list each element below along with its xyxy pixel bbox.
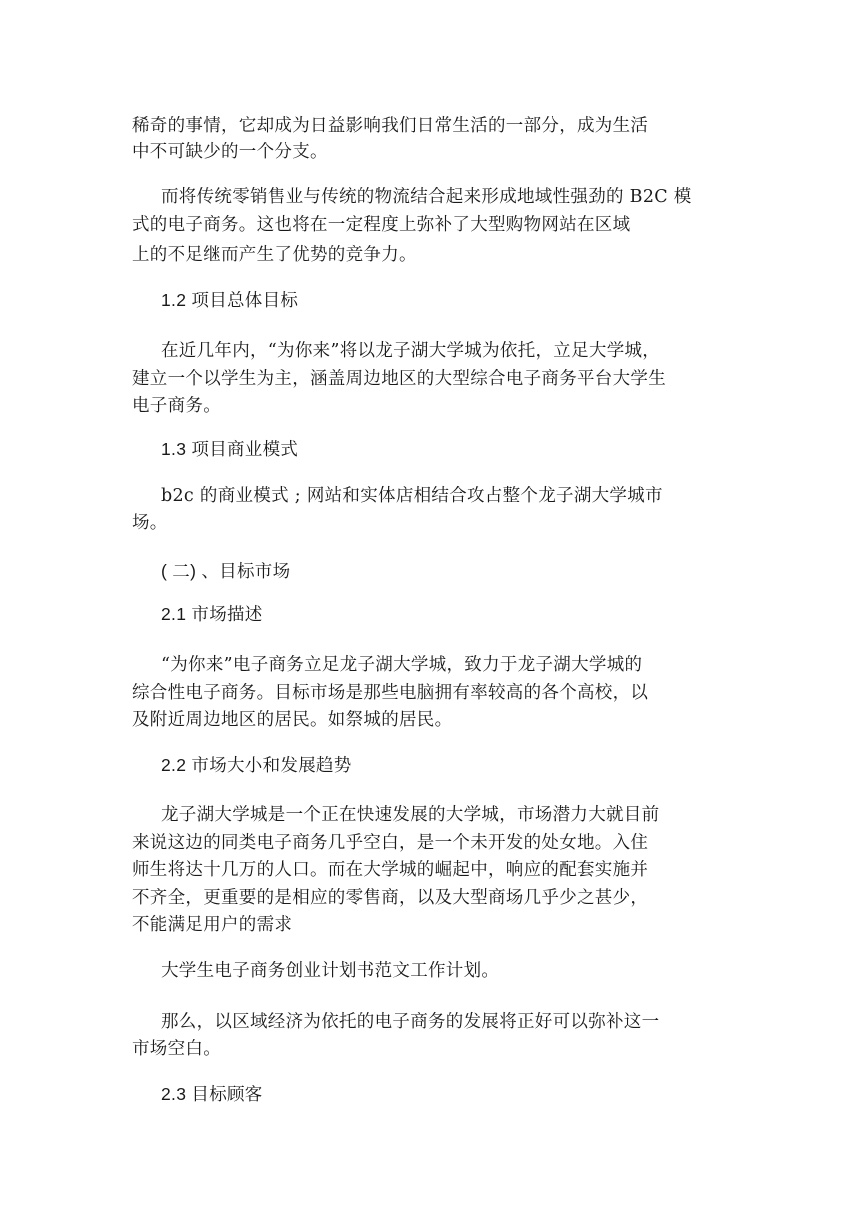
paragraph-line: 不齐全，更重要的是相应的零售商，以及大型商场几乎少之甚少， bbox=[132, 888, 649, 908]
paragraph-line: 不能满足用户的需求 bbox=[132, 915, 293, 935]
paragraph-line: 而将传统零销售业与传统的物流结合起来形成地域性强劲的 B2C 模 bbox=[161, 187, 692, 207]
section-heading-1-3: 1.3 项目商业模式 bbox=[161, 439, 299, 459]
paragraph-line: 龙子湖大学城是一个正在快速发展的大学城，市场潜力大就目前 bbox=[161, 805, 660, 825]
paragraph-line: 稀奇的事情，它却成为日益影响我们日常生活的一部分，成为生活 bbox=[132, 116, 649, 136]
paragraph-line: 来说这边的同类电子商务几乎空白，是一个未开发的处女地。入住 bbox=[132, 833, 649, 853]
section-heading-2-3: 2.3 目标顾客 bbox=[161, 1084, 263, 1104]
paragraph-line: 建立一个以学生为主，涵盖周边地区的大型综合电子商务平台大学生 bbox=[132, 369, 666, 389]
paragraph-line: 综合性电子商务。目标市场是那些电脑拥有率较高的各个高校，以 bbox=[132, 683, 649, 703]
paragraph-line: 式的电子商务。这也将在一定程度上弥补了大型购物网站在区域 bbox=[132, 215, 631, 235]
paragraph-line: 在近几年内，“为你来”将以龙子湖大学城为依托，立足大学城， bbox=[161, 341, 661, 361]
paragraph-line: 电子商务。 bbox=[132, 396, 221, 416]
paragraph-line: “为你来”电子商务立足龙子湖大学城，致力于龙子湖大学城的 bbox=[161, 655, 643, 675]
paragraph-line: 上的不足继而产生了优势的竞争力。 bbox=[132, 245, 417, 265]
paragraph-line: b2c 的商业模式 ; 网站和实体店相结合攻占整个龙子湖大学城市 bbox=[161, 486, 663, 506]
section-heading-2: ( 二) 、目标市场 bbox=[161, 561, 291, 581]
paragraph-line: 那么，以区域经济为依托的电子商务的发展将正好可以弥补这一 bbox=[161, 1012, 660, 1032]
section-heading-2-1: 2.1 市场描述 bbox=[161, 604, 263, 624]
paragraph-line: 市场空白。 bbox=[132, 1039, 221, 1059]
paragraph-line: 大学生电子商务创业计划书范文工作计划。 bbox=[161, 961, 500, 981]
paragraph-line: 及附近周边地区的居民。如祭城的居民。 bbox=[132, 710, 453, 730]
paragraph-line: 中不可缺少的一个分支。 bbox=[132, 142, 328, 162]
paragraph-line: 师生将达十几万的人口。而在大学城的崛起中，响应的配套实施并 bbox=[132, 860, 649, 880]
section-heading-1-2: 1.2 项目总体目标 bbox=[161, 290, 299, 310]
paragraph-line: 场。 bbox=[132, 513, 168, 533]
section-heading-2-2: 2.2 市场大小和发展趋势 bbox=[161, 755, 352, 775]
